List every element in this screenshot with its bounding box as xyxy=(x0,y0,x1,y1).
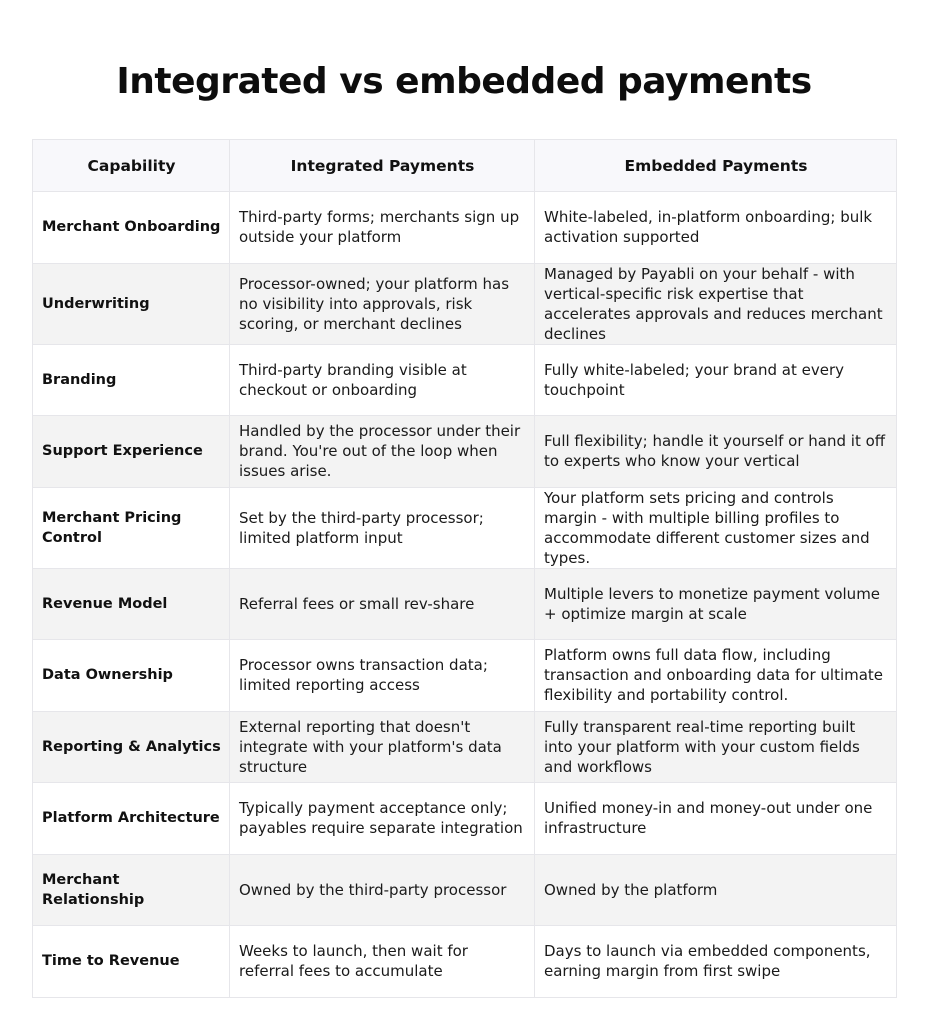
capability-cell: Data Ownership xyxy=(33,640,230,712)
integrated-cell: Set by the third-party processor; limited platform input xyxy=(230,487,535,568)
embedded-cell: Days to launch via embedded components, earning margin from first swipe xyxy=(535,926,897,998)
table-row xyxy=(33,854,897,926)
integrated-cell: Weeks to launch, then wait for referral fees to accumulate xyxy=(230,926,535,998)
column-header-integrated: Integrated Payments xyxy=(230,140,535,192)
table-row xyxy=(33,926,897,998)
capability-cell: Merchant Pricing Control xyxy=(33,487,230,568)
table-header xyxy=(33,140,897,192)
capability-cell: Branding xyxy=(33,344,230,416)
table-header-row xyxy=(33,140,897,192)
table-row xyxy=(33,640,897,712)
capability-cell: Time to Revenue xyxy=(33,926,230,998)
table-row xyxy=(33,783,897,855)
embedded-cell: Full flexibility; handle it yourself or hand it off to experts who know your vertical xyxy=(535,416,897,488)
column-header-embedded: Embedded Payments xyxy=(535,140,897,192)
table-row xyxy=(33,344,897,416)
embedded-cell: White-labeled, in-platform onboarding; bulk activation supported xyxy=(535,192,897,264)
integrated-cell: External reporting that doesn't integrate with your platform's data structure xyxy=(230,711,535,783)
table-row xyxy=(33,487,897,568)
integrated-cell: Referral fees or small rev-share xyxy=(230,568,535,640)
integrated-cell: Third-party forms; merchants sign up outside your platform xyxy=(230,192,535,264)
embedded-cell: Platform owns full data flow, including transaction and onboarding data for ultimate flexibility and portability control. xyxy=(535,640,897,712)
integrated-cell: Processor-owned; your platform has no visibility into approvals, risk scoring, or merchant declines xyxy=(230,263,535,344)
embedded-cell: Unified money-in and money-out under one infrastructure xyxy=(535,783,897,855)
embedded-cell: Fully white-labeled; your brand at every touchpoint xyxy=(535,344,897,416)
integrated-cell: Processor owns transaction data; limited reporting access xyxy=(230,640,535,712)
capability-cell: Support Experience xyxy=(33,416,230,488)
table-row xyxy=(33,416,897,488)
integrated-cell: Owned by the third-party processor xyxy=(230,854,535,926)
embedded-cell: Your platform sets pricing and controls margin - with multiple billing profiles to accommodate different customer sizes and types. xyxy=(535,487,897,568)
capability-cell: Merchant Relationship xyxy=(33,854,230,926)
table-row xyxy=(33,711,897,783)
table-body xyxy=(33,192,897,998)
comparison-table xyxy=(32,139,897,998)
capability-cell: Underwriting xyxy=(33,263,230,344)
integrated-cell: Third-party branding visible at checkout or onboarding xyxy=(230,344,535,416)
capability-cell: Reporting & Analytics xyxy=(33,711,230,783)
integrated-cell: Handled by the processor under their brand. You're out of the loop when issues arise. xyxy=(230,416,535,488)
table-row xyxy=(33,263,897,344)
embedded-cell: Multiple levers to monetize payment volume + optimize margin at scale xyxy=(535,568,897,640)
capability-cell: Merchant Onboarding xyxy=(33,192,230,264)
table-row xyxy=(33,192,897,264)
embedded-cell: Managed by Payabli on your behalf - with vertical-specific risk expertise that accelerates approvals and reduces merchant declines xyxy=(535,263,897,344)
capability-cell: Revenue Model xyxy=(33,568,230,640)
integrated-cell: Typically payment acceptance only; payables require separate integration xyxy=(230,783,535,855)
capability-cell: Platform Architecture xyxy=(33,783,230,855)
embedded-cell: Owned by the platform xyxy=(535,854,897,926)
page-title: Integrated vs embedded payments xyxy=(116,61,812,102)
column-header-capability: Capability xyxy=(33,140,230,192)
table-row xyxy=(33,568,897,640)
embedded-cell: Fully transparent real-time reporting built into your platform with your custom fields and workflows xyxy=(535,711,897,783)
